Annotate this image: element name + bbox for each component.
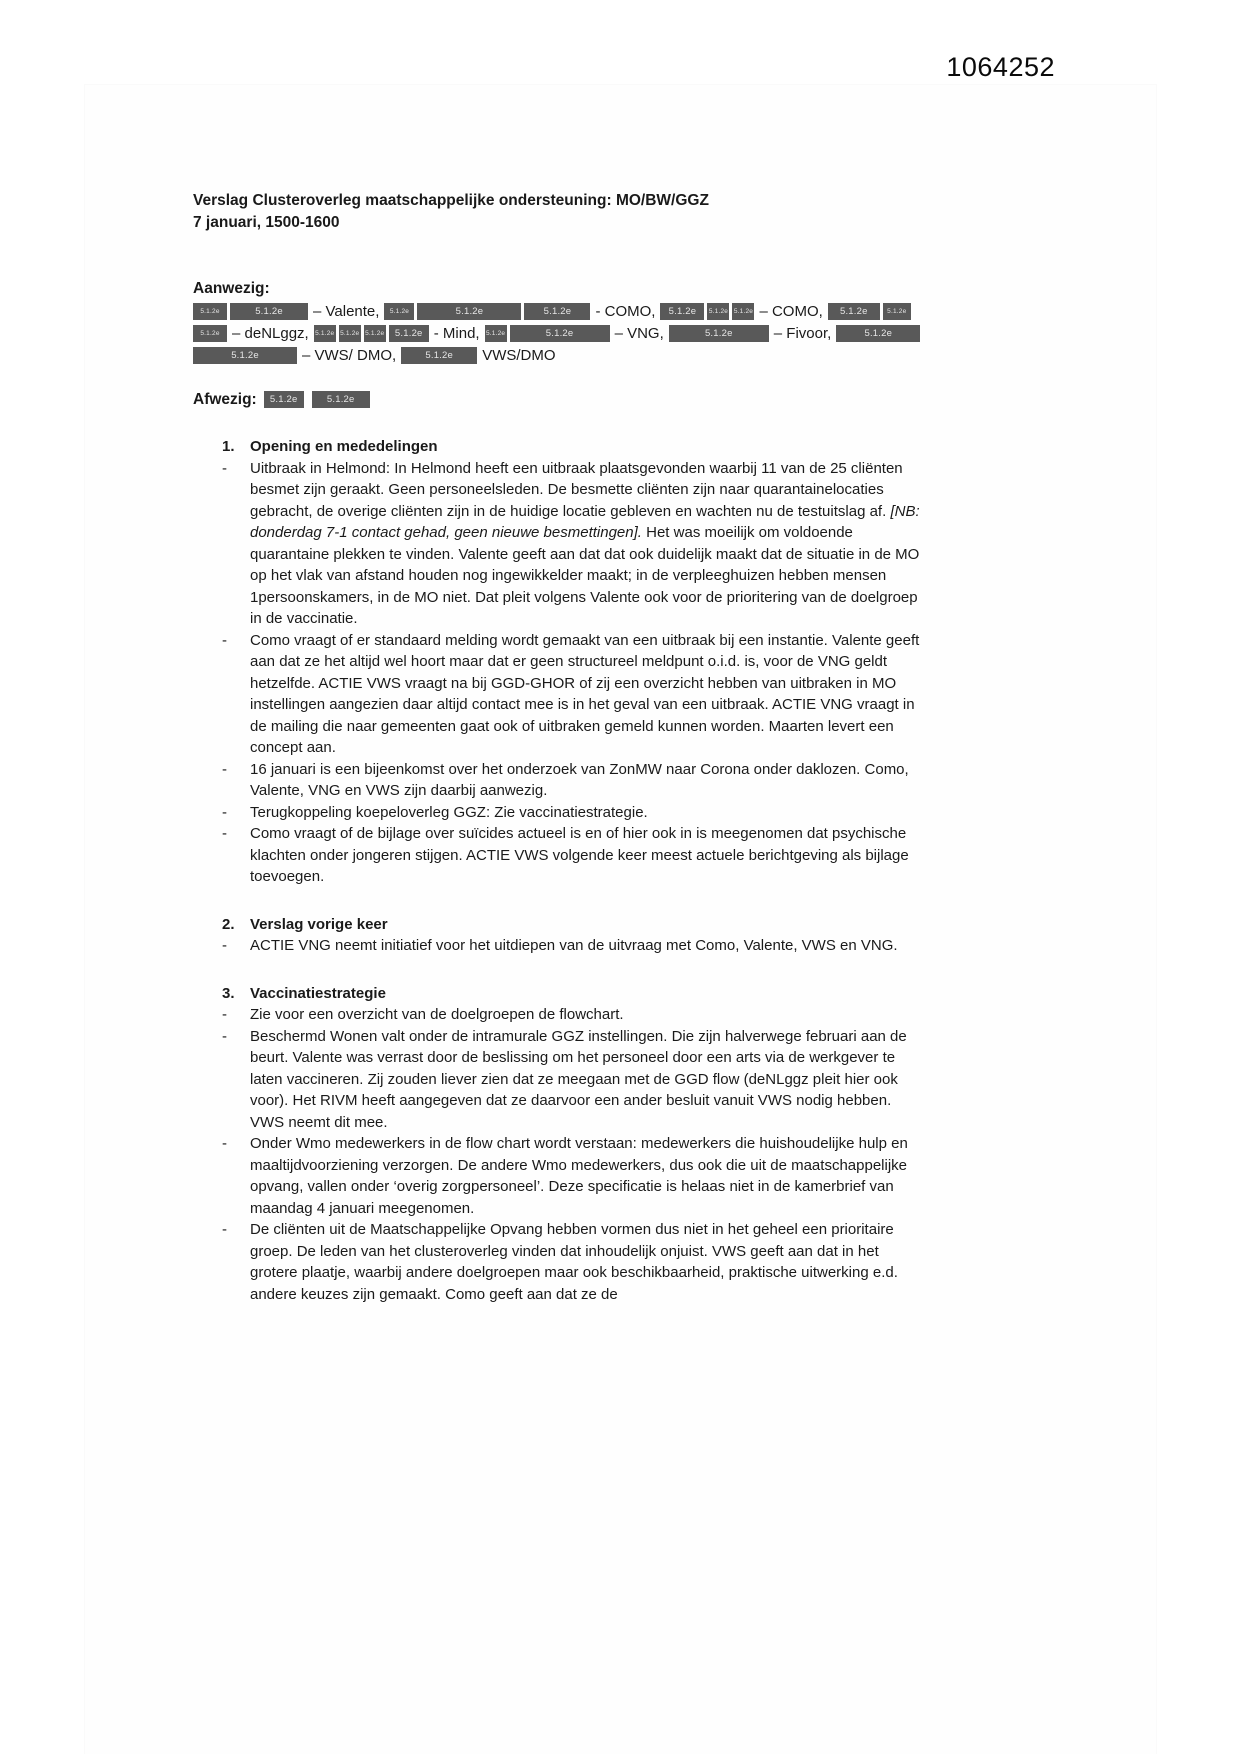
redaction-box: 5.1.2e	[707, 303, 729, 320]
section-number: 3.	[222, 984, 235, 1002]
list-item-dash: -	[222, 1135, 227, 1152]
list-item-text-run: Beschermd Wonen valt onder de intramurale GGZ instellingen. Die zijn halverwege februari aan de beurt. Valente was verrast door de beslissing om het personeel door een arts via de werkgever te laten vaccineren. Zij zouden liever zien dat ze meegaan met de GGD flow (deNLggz pleit hier ook voor). Het RIVM heeft aangegeven dat ze daarvoor een ander besluit vanuit VWS nodig hebben. VWS neemt dit mee.	[250, 1027, 907, 1131]
sections	[193, 436, 925, 1305]
redaction-box: 5.1.2e	[193, 325, 227, 342]
document-section	[193, 436, 925, 888]
list-item-dash: -	[222, 803, 227, 821]
list-item-text	[250, 823, 925, 888]
redaction-box: 5.1.2e	[669, 325, 769, 342]
list-item	[193, 1004, 925, 1026]
document-number: 1064252	[946, 52, 1055, 82]
redaction-box: 5.1.2e	[339, 325, 361, 342]
list-item-dash: -	[222, 1027, 227, 1045]
redaction-box: 5.1.2e	[883, 303, 911, 320]
list-item-dash: -	[222, 937, 227, 954]
redaction-box: 5.1.2e	[401, 347, 477, 364]
attendee-name-text: - Mind,	[433, 324, 480, 342]
list-item-dash: -	[222, 631, 227, 649]
section-heading	[193, 436, 925, 458]
list-item-text-run: Como vraagt of er standaard melding wordt gemaakt van een uitbraak bij een instantie. Valente geeft aan dat ze het altijd wel hoort maar dat er geen structureel meldpunt o.i.d. is, voor de VNG geldt hetzelfde. ACTIE VWS vraagt na bij GGD-GHOR of zij een overzicht hebben van uitbraken in MO instellingen aangezien daar altijd contact mee is in het geval van een uitbraak. ACTIE VNG vraagt in de mailing die naar gemeenten gaat ook of uitbraken gemeld kunnen worden. Maarten levert een concept aan.	[250, 631, 920, 756]
redaction-box: 5.1.2e	[836, 325, 920, 342]
section-title: Vaccinatiestrategie	[250, 984, 386, 1002]
list-item	[193, 458, 925, 630]
list-item-text-run: Terugkoppeling koepeloverleg GGZ: Zie vaccinatiestrategie.	[250, 803, 648, 821]
redaction-box: 5.1.2e	[660, 303, 704, 320]
attendee-rows	[193, 303, 925, 365]
list-item	[193, 630, 925, 759]
list-item-dash: -	[222, 1006, 227, 1023]
redaction-box: 5.1.2e	[417, 303, 521, 320]
redaction-box: 5.1.2e	[193, 303, 227, 320]
redaction-box: 5.1.2e	[524, 303, 590, 320]
list-item-dash: -	[222, 1221, 227, 1238]
list-item-dash: -	[222, 459, 227, 477]
document-content	[193, 190, 925, 1305]
list-item-text-run: De cliënten uit de Maatschappelijke Opvang hebben vormen dus niet in het geheel een prioritaire groep. De leden van het clusteroverleg vinden dat inhoudelijk onjuist. VWS geeft aan dat in het grotere plaatje, waarbij andere doelgroepen maar ook beschikbaarheid, praktische uitwerking e.d. andere keuzes zijn gemaakt. Como geeft aan dat ze de	[250, 1221, 898, 1303]
attendee-name-text: – deNLggz,	[232, 324, 309, 342]
list-item-text-run: Como vraagt of de bijlage over suïcides actueel is en of hier ook in is meegenomen dat psychische klachten onder jongeren stijgen. ACTIE VWS volgende keer meest actuele berichtgeving als bijlage toevoegen.	[250, 825, 909, 885]
list-item-text	[250, 935, 925, 957]
list-item	[193, 823, 925, 888]
attendee-row	[193, 303, 925, 321]
list-item-text-run: Het was moeilijk om voldoende quarantaine plekken te vinden. Valente geeft aan dat dat ook duidelijk maakt dat de situatie in de MO op het vlak van afstand houden nog ingewikkelder maakt; in de verpleeghuizen hebben mensen 1persoonskamers, in de MO niet. Dat pleit volgens Valente ook voor de prioritering van de doelgroep in de vaccinatie.	[250, 524, 920, 627]
list-item-text	[250, 1026, 925, 1134]
list-item	[193, 1133, 925, 1219]
list-item-dash: -	[222, 760, 227, 778]
document-title: Verslag Clusteroverleg maatschappelijke ondersteuning: MO/BW/GGZ	[193, 192, 709, 209]
attendees-label: Aanwezig:	[193, 280, 270, 297]
section-title: Verslag vorige keer	[250, 915, 388, 933]
list-item-text-run: 16 januari is een bijeenkomst over het onderzoek van ZonMW naar Corona onder daklozen. Como, Valente, VNG en VWS zijn daarbij aanwezig.	[250, 760, 909, 799]
list-item	[193, 935, 925, 957]
list-item-text	[250, 802, 925, 824]
attendee-name-text: - COMO,	[595, 302, 656, 320]
list-item-text	[250, 1004, 925, 1026]
attendee-name-text: – COMO,	[759, 302, 823, 320]
redaction-box: 5.1.2e	[364, 325, 386, 342]
list-item	[193, 759, 925, 802]
attendee-row	[193, 325, 925, 343]
list-item-text-run: Zie voor een overzicht van de doelgroepen de flowchart.	[250, 1006, 624, 1023]
list-item-text-run: ACTIE VNG neemt initiatief voor het uitdiepen van de uitvraag met Como, Valente, VWS en VNG.	[250, 937, 898, 954]
section-number: 2.	[222, 915, 235, 933]
redaction-box: 5.1.2e	[828, 303, 880, 320]
redaction-box: 5.1.2e	[732, 303, 754, 320]
redaction-box: 5.1.2e	[312, 391, 370, 408]
redaction-box: 5.1.2e	[193, 347, 297, 364]
redaction-box: 5.1.2e	[510, 325, 610, 342]
document-subtitle: 7 januari, 1500-1600	[193, 214, 340, 231]
attendee-name-text: VWS/DMO	[482, 346, 556, 364]
list-item-text-italic: [NB: donderdag 7-1 contact gehad, geen nieuwe besmettingen].	[250, 502, 920, 541]
list-item-text-run: Uitbraak in Helmond: In Helmond heeft een uitbraak plaatsgevonden waarbij 11 van de 25 cliënten besmet zijn geraakt. Geen personeelsleden. De besmette cliënten zijn naar quarantainelocaties gebracht, de overige cliënten zijn in de huidige locatie gebleven en wachten nu de testuitslag af.	[250, 459, 903, 520]
list-item	[193, 1026, 925, 1134]
list-item-text-run: Onder Wmo medewerkers in de flow chart wordt verstaan: medewerkers die huishoudelijke hulp en maaltijdvoorziening verzorgen. De andere Wmo medewerkers, dus ook die uit de maatschappelijke opvang, vallen onder ‘overig zorgpersoneel’. Deze specificatie is helaas niet in de kamerbrief van maandag 4 januari meegenomen.	[250, 1135, 908, 1217]
list-item	[193, 802, 925, 824]
redaction-box: 5.1.2e	[485, 325, 507, 342]
attendee-row	[193, 347, 925, 365]
redaction-box: 5.1.2e	[230, 303, 308, 320]
redaction-box: 5.1.2e	[389, 325, 429, 342]
list-item-text	[250, 1133, 925, 1219]
list-item-text	[250, 458, 925, 630]
attendee-name-text: – VWS/ DMO,	[302, 346, 397, 364]
absent-row	[193, 389, 925, 411]
redaction-box: 5.1.2e	[384, 303, 414, 320]
section-number: 1.	[222, 438, 235, 455]
list-item-text	[250, 759, 925, 802]
list-item-dash: -	[222, 825, 227, 842]
attendee-name-text: – Fivoor,	[773, 324, 832, 342]
redaction-box: 5.1.2e	[264, 391, 304, 408]
redaction-box: 5.1.2e	[314, 325, 336, 342]
absent-boxes	[264, 391, 370, 408]
section-heading	[193, 983, 925, 1005]
list-item-text	[250, 1219, 925, 1305]
section-title: Opening en mededelingen	[250, 438, 438, 455]
list-item	[193, 1219, 925, 1305]
attendee-name-text: – Valente,	[313, 302, 380, 320]
absent-label: Afwezig:	[193, 390, 257, 408]
document-section	[193, 914, 925, 957]
list-item-text	[250, 630, 925, 759]
section-heading	[193, 914, 925, 936]
document-section	[193, 983, 925, 1306]
attendee-name-text: – VNG,	[614, 324, 664, 342]
